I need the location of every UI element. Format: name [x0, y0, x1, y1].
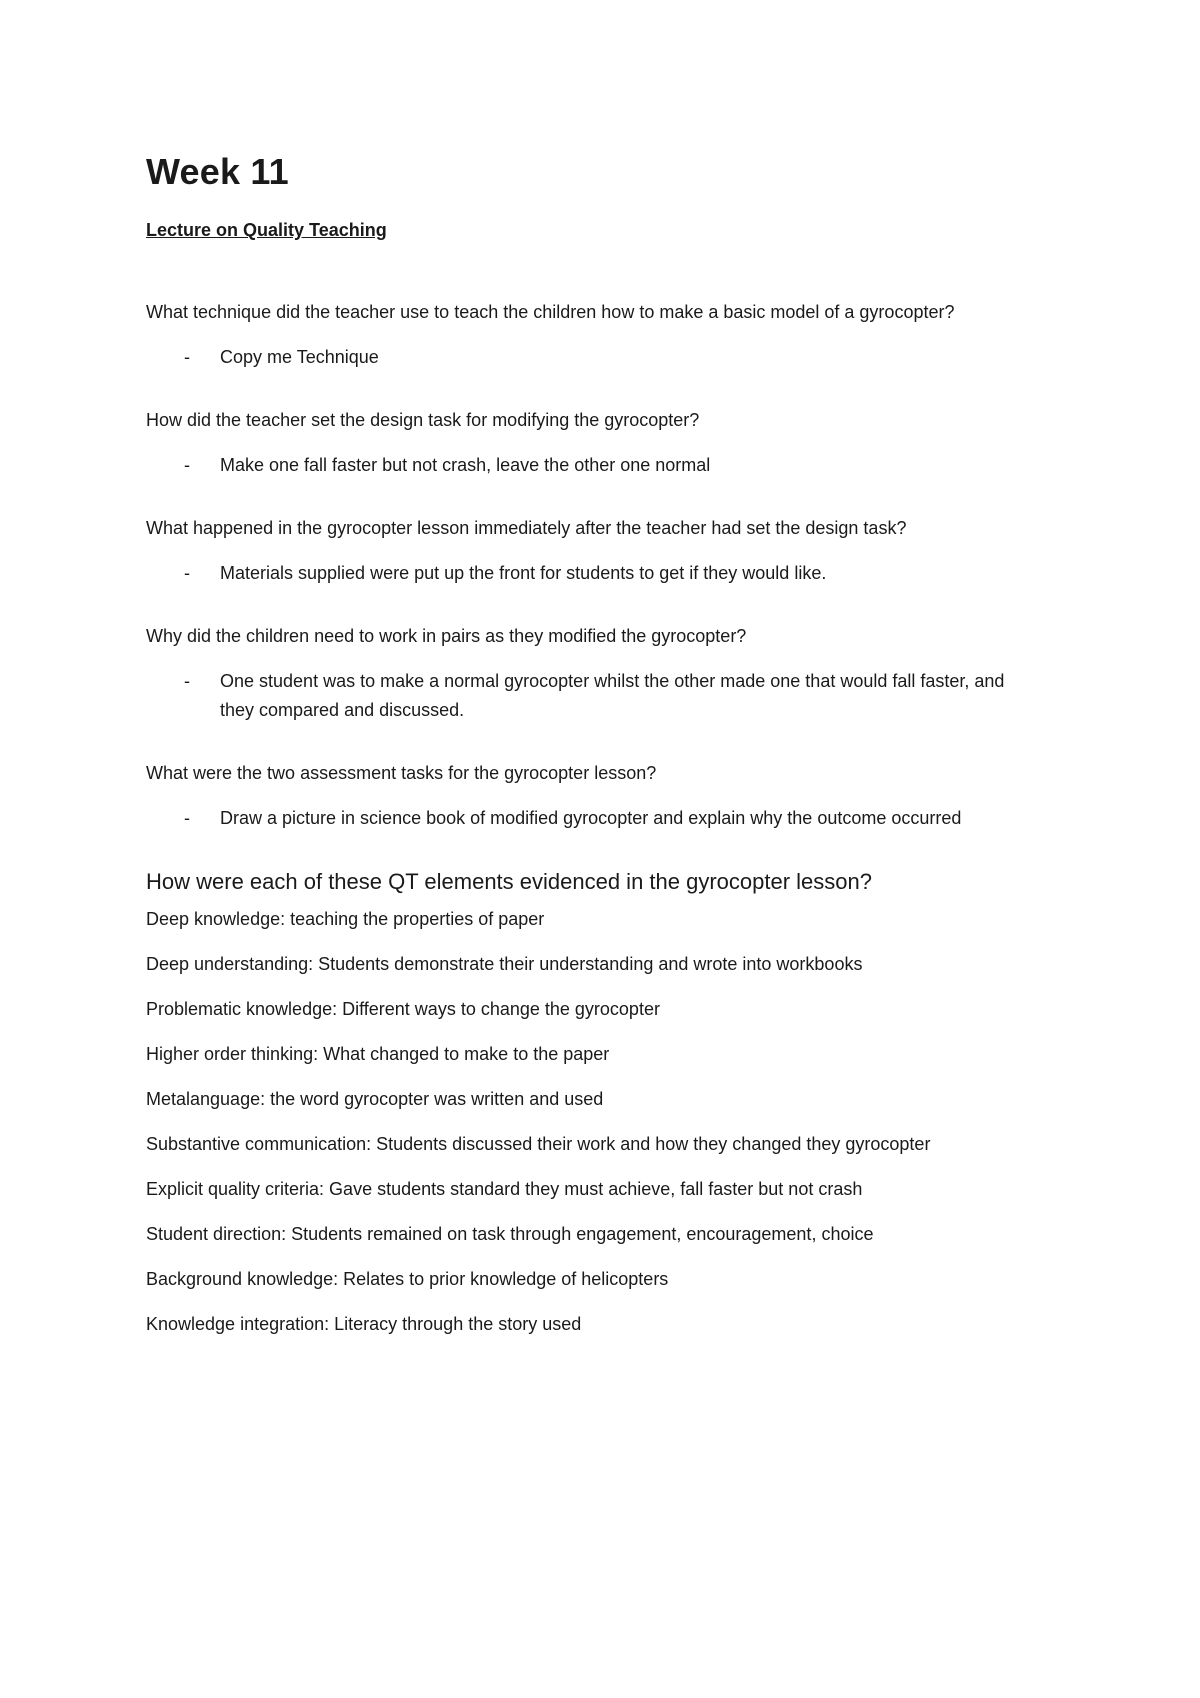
answer-row [146, 559, 1046, 588]
qa-item [146, 406, 1046, 480]
qt-element-item: Background knowledge: Relates to prior knowledge of helicopters [146, 1269, 669, 1289]
dash-bullet: - [184, 671, 190, 691]
qt-element-item: Student direction: Students remained on task through engagement, encouragement, choice [146, 1224, 874, 1244]
dash-bullet: - [184, 563, 190, 583]
dash-bullet: - [184, 347, 190, 367]
qt-element-item: Deep knowledge: teaching the properties of paper [146, 909, 545, 929]
question-text: What happened in the gyrocopter lesson immediately after the teacher had set the design task? [146, 518, 907, 538]
answer-text: One student was to make a normal gyrocopter whilst the other made one that would fall faster, and they compared and discussed. [220, 671, 1005, 720]
qa-item [146, 514, 1046, 588]
answer-row [146, 451, 1046, 480]
question-text: How did the teacher set the design task for modifying the gyrocopter? [146, 410, 700, 430]
answer-row [146, 667, 1046, 725]
answer-row [146, 804, 1046, 833]
answer-row [146, 343, 1046, 372]
qt-element-item: Higher order thinking: What changed to make to the paper [146, 1044, 610, 1064]
answer-text: Draw a picture in science book of modified gyrocopter and explain why the outcome occurred [220, 808, 962, 828]
qt-element-item: Problematic knowledge: Different ways to change the gyrocopter [146, 999, 660, 1019]
document-body [146, 148, 1046, 1357]
answer-text: Materials supplied were put up the front for students to get if they would like. [220, 563, 827, 583]
lecture-subtitle: Lecture on Quality Teaching [146, 220, 387, 240]
dash-bullet: - [184, 808, 190, 828]
question-list [146, 298, 1046, 833]
answer-text: Copy me Technique [220, 347, 379, 367]
qt-elements-list [146, 907, 1046, 1336]
qa-item [146, 622, 1046, 725]
qt-element-item: Deep understanding: Students demonstrate their understanding and wrote into workbooks [146, 954, 863, 974]
section-heading: How were each of these QT elements evidenced in the gyrocopter lesson? [146, 869, 872, 894]
qa-item [146, 759, 1046, 833]
qt-element-item: Metalanguage: the word gyrocopter was written and used [146, 1089, 604, 1109]
dash-bullet: - [184, 455, 190, 475]
qt-element-item: Knowledge integration: Literacy through the story used [146, 1314, 582, 1334]
qt-element-item: Substantive communication: Students discussed their work and how they changed they gyrocopter [146, 1134, 931, 1154]
page-title: Week 11 [146, 151, 289, 192]
question-text: What technique did the teacher use to teach the children how to make a basic model of a gyrocopter? [146, 302, 955, 322]
question-text: What were the two assessment tasks for the gyrocopter lesson? [146, 763, 657, 783]
qt-element-item: Explicit quality criteria: Gave students standard they must achieve, fall faster but not crash [146, 1179, 863, 1199]
question-text: Why did the children need to work in pairs as they modified the gyrocopter? [146, 626, 747, 646]
qa-item [146, 298, 1046, 372]
answer-text: Make one fall faster but not crash, leave the other one normal [220, 455, 711, 475]
